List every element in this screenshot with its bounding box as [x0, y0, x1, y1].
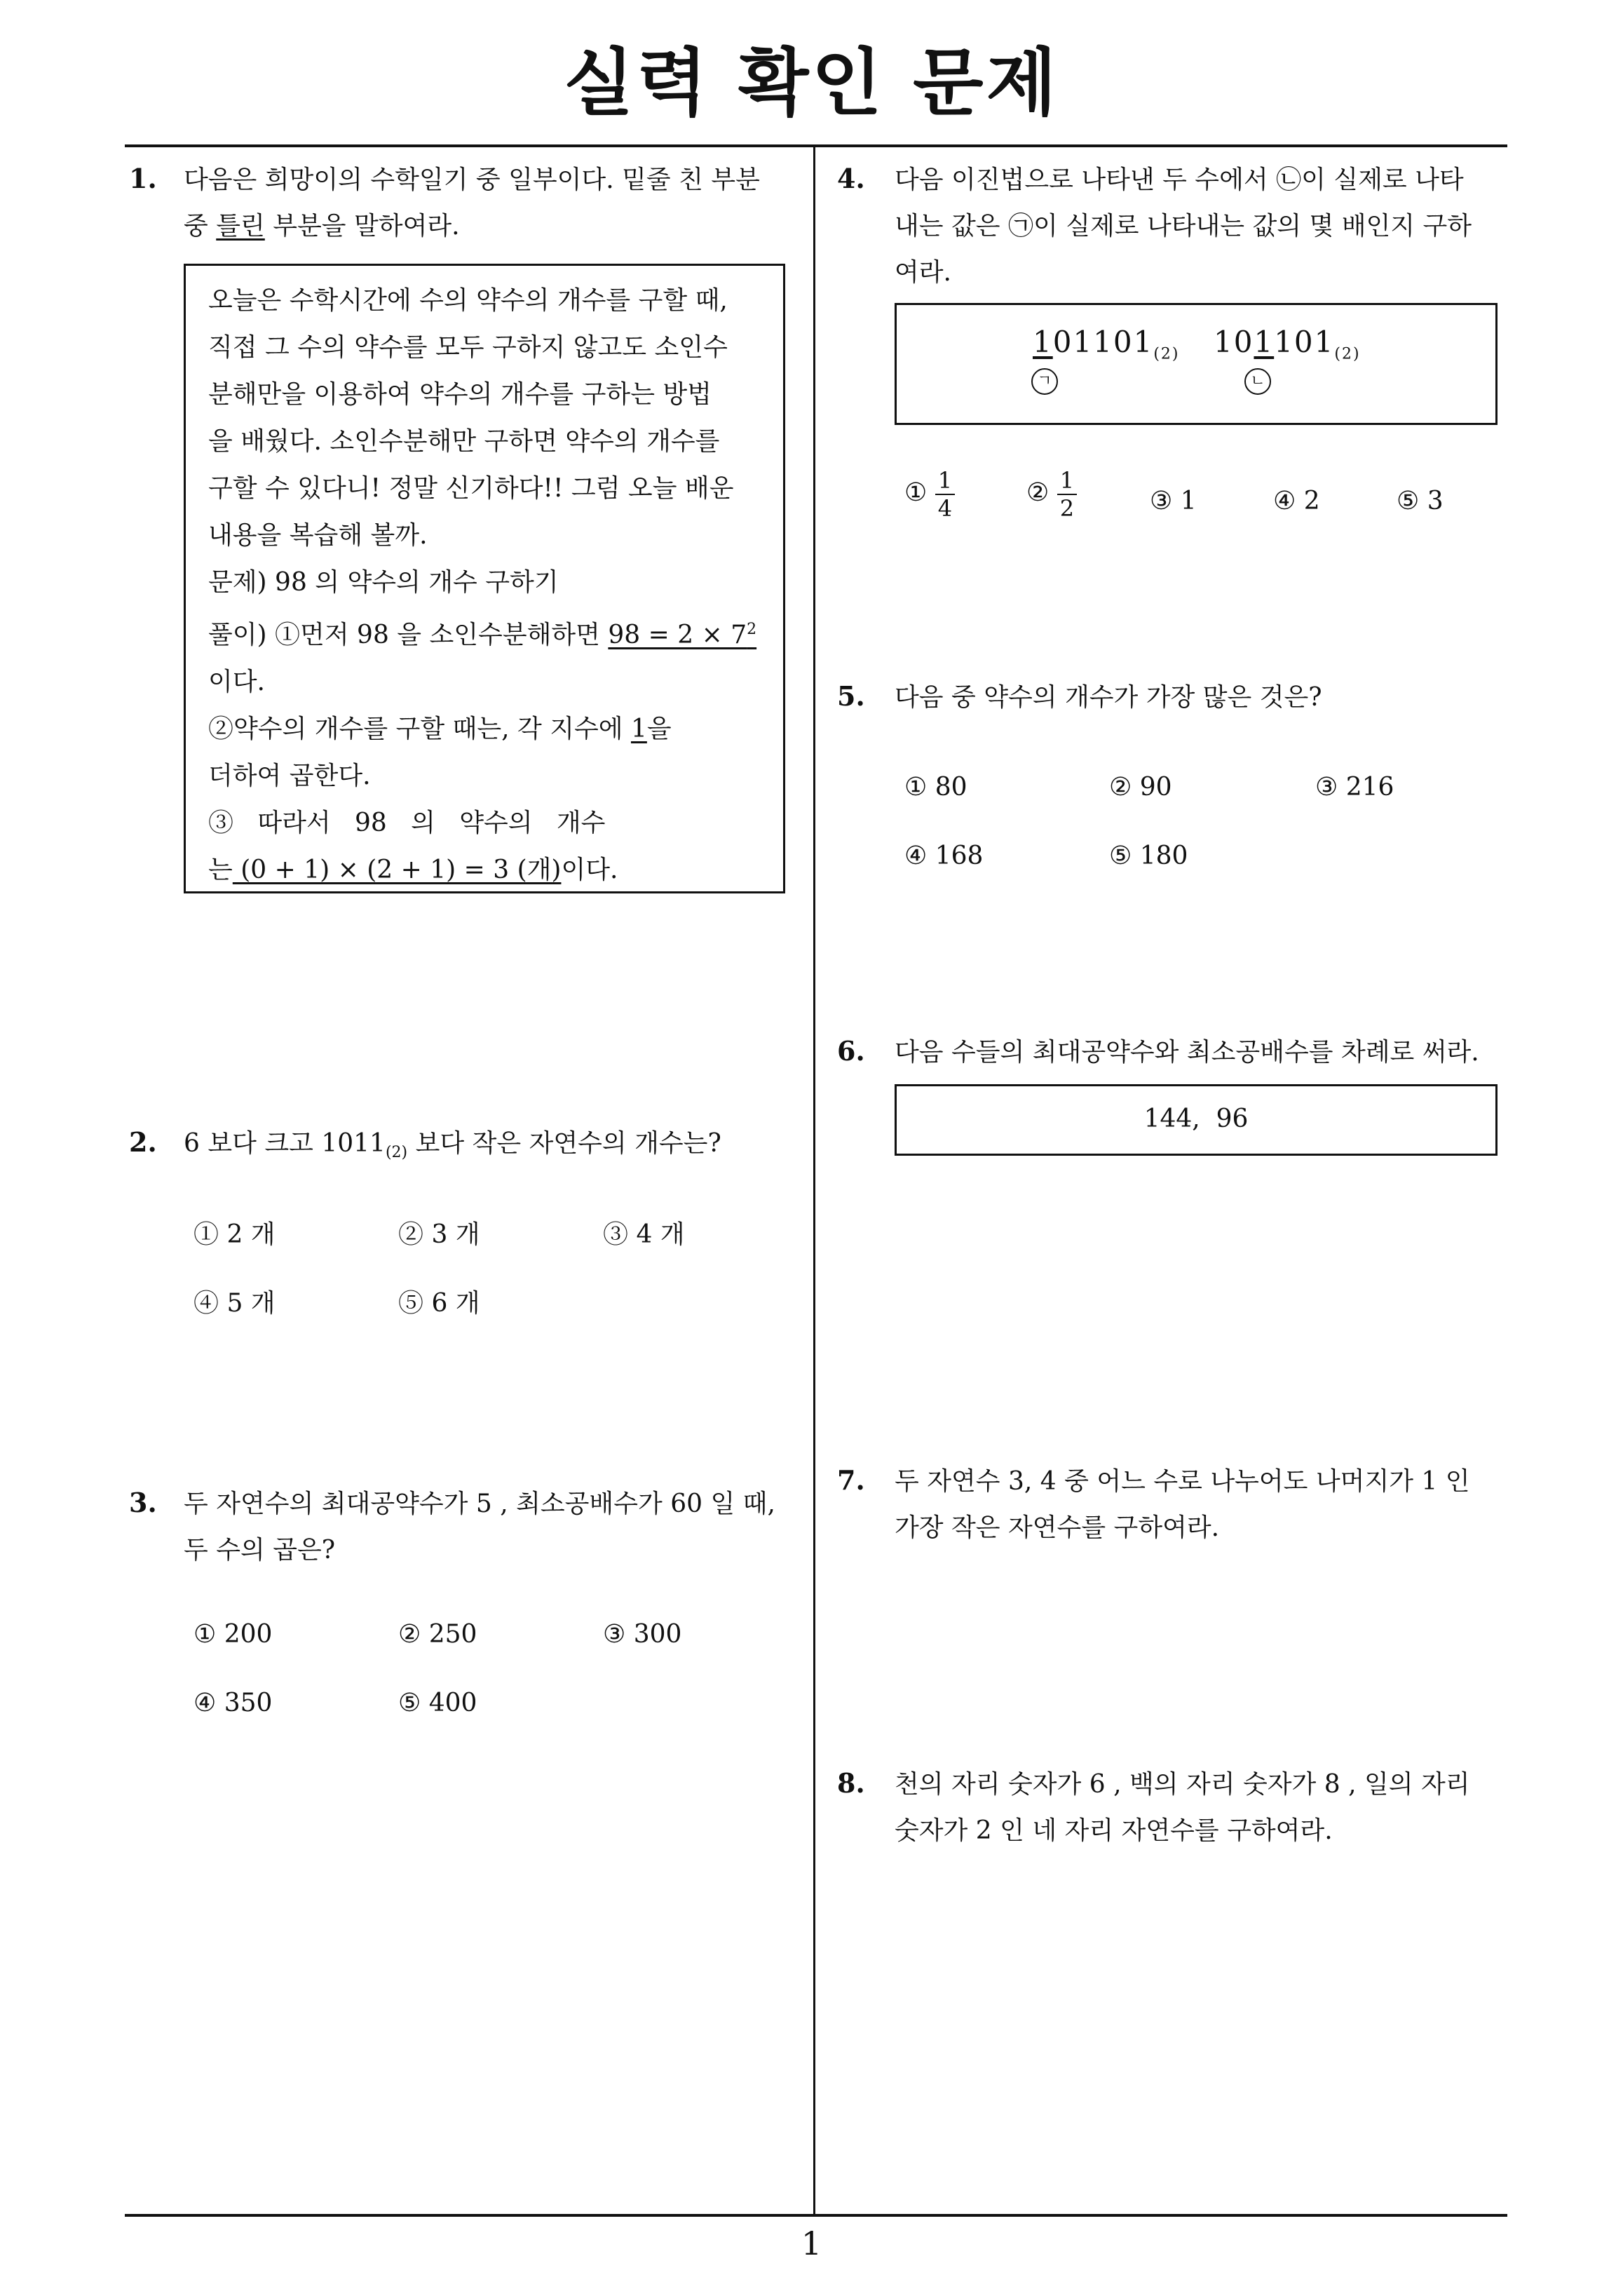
q4-opt1-numerator: 1 — [935, 467, 955, 495]
question-1-number: 1. — [129, 163, 157, 194]
question-6-number: 6. — [837, 1035, 865, 1067]
q1-line2-post: 부분을 말하여라. — [264, 212, 460, 241]
q2-text-pre: 6 보다 크고 1011 — [184, 1129, 386, 1158]
q4-option-4[interactable]: ④ 2 — [1273, 487, 1320, 515]
page-title: 실력 확인 문제 — [563, 40, 1060, 126]
sol3-post: 을 — [646, 715, 672, 743]
diary-text — [208, 277, 762, 893]
question-8-line-1: 천의 자리 숫자가 6 , 백의 자리 숫자가 8 , 일의 자리 — [895, 1770, 1470, 1799]
question-8-text — [895, 1762, 1512, 1854]
diary-line-7: 문제) 98 의 약수의 개수 구하기 — [208, 568, 559, 597]
q2-option-1[interactable]: ① 2 개 — [193, 1220, 276, 1249]
q2-option-3[interactable]: ③ 4 개 — [603, 1220, 685, 1249]
q2-option-4[interactable]: ④ 5 개 — [193, 1289, 276, 1318]
question-5-text: 다음 중 약수의 개수가 가장 많은 것은? — [895, 683, 1322, 712]
question-8-line-2: 숫자가 2 인 네 자리 자연수를 구하여라. — [895, 1816, 1333, 1845]
question-4-number: 4. — [837, 163, 865, 194]
q4-option-2[interactable] — [1026, 467, 1077, 522]
sol6-post: 이다. — [561, 856, 618, 884]
question-6-number-box — [895, 1084, 1498, 1156]
q1-underlined-word: 틀린 — [216, 212, 265, 241]
solution-line-4: 더하여 곱한다. — [208, 762, 371, 790]
q4-option-5[interactable]: ⑤ 3 — [1397, 487, 1444, 515]
binary-b-marked-digit: 1 — [1254, 325, 1275, 359]
diary-line-3: 분해만을 이용하여 약수의 개수를 구하는 방법 — [208, 380, 712, 409]
binary-b-post: 101 — [1274, 325, 1335, 359]
question-4-line-1: 다음 이진법으로 나타낸 두 수에서 ㉡이 실제로 나타 — [895, 166, 1464, 194]
question-1-text — [184, 157, 801, 250]
marker-b-circle: ㄴ — [1244, 368, 1271, 395]
bottom-rule — [125, 2214, 1507, 2217]
q4-opt2-fraction — [1057, 467, 1077, 522]
diary-line-2: 직접 그 수의 약수를 모두 구하지 않고도 소인수 — [208, 333, 728, 362]
question-1-line-2 — [184, 203, 801, 250]
column-divider — [813, 144, 815, 2217]
question-3-line-1: 두 자연수의 최대공약수가 5 , 최소공배수가 60 일 때, — [184, 1490, 775, 1518]
question-7-text — [895, 1459, 1512, 1551]
q5-option-5[interactable]: ⑤ 180 — [1109, 842, 1188, 870]
binary-a-first-digit: 1 — [1033, 325, 1053, 359]
question-7-line-1: 두 자연수 3, 4 중 어느 수로 나누어도 나머지가 1 인 — [895, 1467, 1470, 1496]
q2-option-2[interactable]: ② 3 개 — [398, 1220, 480, 1249]
q2-option-5[interactable]: ⑤ 6 개 — [398, 1289, 480, 1318]
q1-line2-pre: 중 — [184, 212, 217, 241]
diary-line-1: 오늘은 수학시간에 수의 약수의 개수를 구할 때, — [208, 286, 728, 315]
q3-option-3[interactable]: ③ 300 — [603, 1620, 682, 1649]
solution-line-3 — [208, 705, 762, 752]
sol3-pre: ②약수의 개수를 구할 때는, 각 지수에 — [208, 715, 631, 743]
q5-option-2[interactable]: ② 90 — [1109, 773, 1172, 802]
q3-option-4[interactable]: ④ 350 — [193, 1689, 273, 1717]
q4-opt2-numerator: 1 — [1057, 467, 1077, 495]
q4-opt2-denominator: 2 — [1059, 495, 1075, 522]
binary-a-rest: 01101 — [1052, 325, 1154, 359]
question-1-diary-box — [184, 264, 785, 893]
solution-line-5: ③ 따라서 98 의 약수의 개수 — [208, 809, 606, 837]
diary-line-5: 구할 수 있다니! 정말 신기하다!! 그럼 오늘 배운 — [208, 474, 734, 503]
binary-b-pre: 10 — [1214, 325, 1254, 359]
q5-option-1[interactable]: ① 80 — [904, 773, 967, 802]
binary-number-b — [1214, 325, 1361, 363]
question-4-binary-box — [895, 303, 1498, 425]
diary-line-4: 을 배웠다. 소인수분해만 구하면 약수의 개수를 — [208, 427, 720, 456]
q3-option-5[interactable]: ⑤ 400 — [398, 1689, 477, 1717]
q5-option-4[interactable]: ④ 168 — [904, 842, 984, 870]
solution-line-1 — [208, 606, 762, 659]
binary-number-a — [1033, 325, 1180, 363]
page-number: 1 — [801, 2224, 822, 2262]
top-rule — [125, 144, 1507, 147]
sol3-underlined-one: 1 — [630, 715, 647, 743]
sol1-pre: 풀이) ①먼저 98 을 소인수분해하면 — [208, 621, 609, 649]
question-8-number: 8. — [837, 1767, 865, 1799]
q2-text-post: 보다 작은 자연수의 개수는? — [407, 1129, 721, 1158]
q2-base-subscript: (2) — [385, 1144, 408, 1162]
solution-line-2: 이다. — [208, 668, 265, 696]
question-7-number: 7. — [837, 1464, 865, 1496]
q4-option-3[interactable]: ③ 1 — [1150, 487, 1197, 515]
diary-line-6: 내용을 복습해 볼까. — [208, 521, 428, 550]
q4-option-1[interactable] — [904, 467, 955, 522]
sol1-underlined-text: 98 = 2 × 7 — [608, 621, 747, 649]
question-3-number: 3. — [129, 1487, 157, 1518]
sol1-exponent: 2 — [747, 621, 757, 638]
binary-b-base: (2) — [1334, 345, 1361, 363]
question-2-number: 2. — [129, 1126, 157, 1158]
sol6-pre: 는 — [208, 856, 233, 884]
q4-opt1-label: ① — [904, 478, 928, 507]
solution-line-6 — [208, 846, 762, 893]
marker-a-circle: ㄱ — [1031, 368, 1058, 395]
question-1-line-1: 다음은 희망이의 수학일기 중 일부이다. 밑줄 친 부분 — [184, 166, 760, 194]
question-4-line-3: 여라. — [895, 258, 951, 287]
question-3-text — [184, 1481, 801, 1574]
question-6-text: 다음 수들의 최대공약수와 최소공배수를 차례로 써라. — [895, 1038, 1479, 1067]
question-4-text — [895, 157, 1512, 296]
question-6-numbers: 144, 96 — [1143, 1105, 1249, 1133]
q3-option-2[interactable]: ② 250 — [398, 1620, 477, 1649]
q4-opt1-fraction — [935, 467, 955, 522]
q5-option-3[interactable]: ③ 216 — [1315, 773, 1394, 802]
q3-option-1[interactable]: ① 200 — [193, 1620, 273, 1649]
sol6-underlined-calc: (0 + 1) × (2 + 1) = 3 (개) — [232, 856, 562, 884]
question-5-number: 5. — [837, 680, 865, 712]
binary-a-base: (2) — [1153, 345, 1180, 363]
question-7-line-2: 가장 작은 자연수를 구하여라. — [895, 1513, 1220, 1542]
question-3-line-2: 두 수의 곱은? — [184, 1536, 336, 1565]
sol1-underlined-factorization — [608, 621, 756, 649]
q4-opt2-label: ② — [1026, 478, 1050, 507]
question-4-line-2: 내는 값은 ㉠이 실제로 나타내는 값의 몇 배인지 구하 — [895, 212, 1472, 241]
q4-opt1-denominator: 4 — [937, 495, 953, 522]
question-2-text — [184, 1121, 801, 1176]
